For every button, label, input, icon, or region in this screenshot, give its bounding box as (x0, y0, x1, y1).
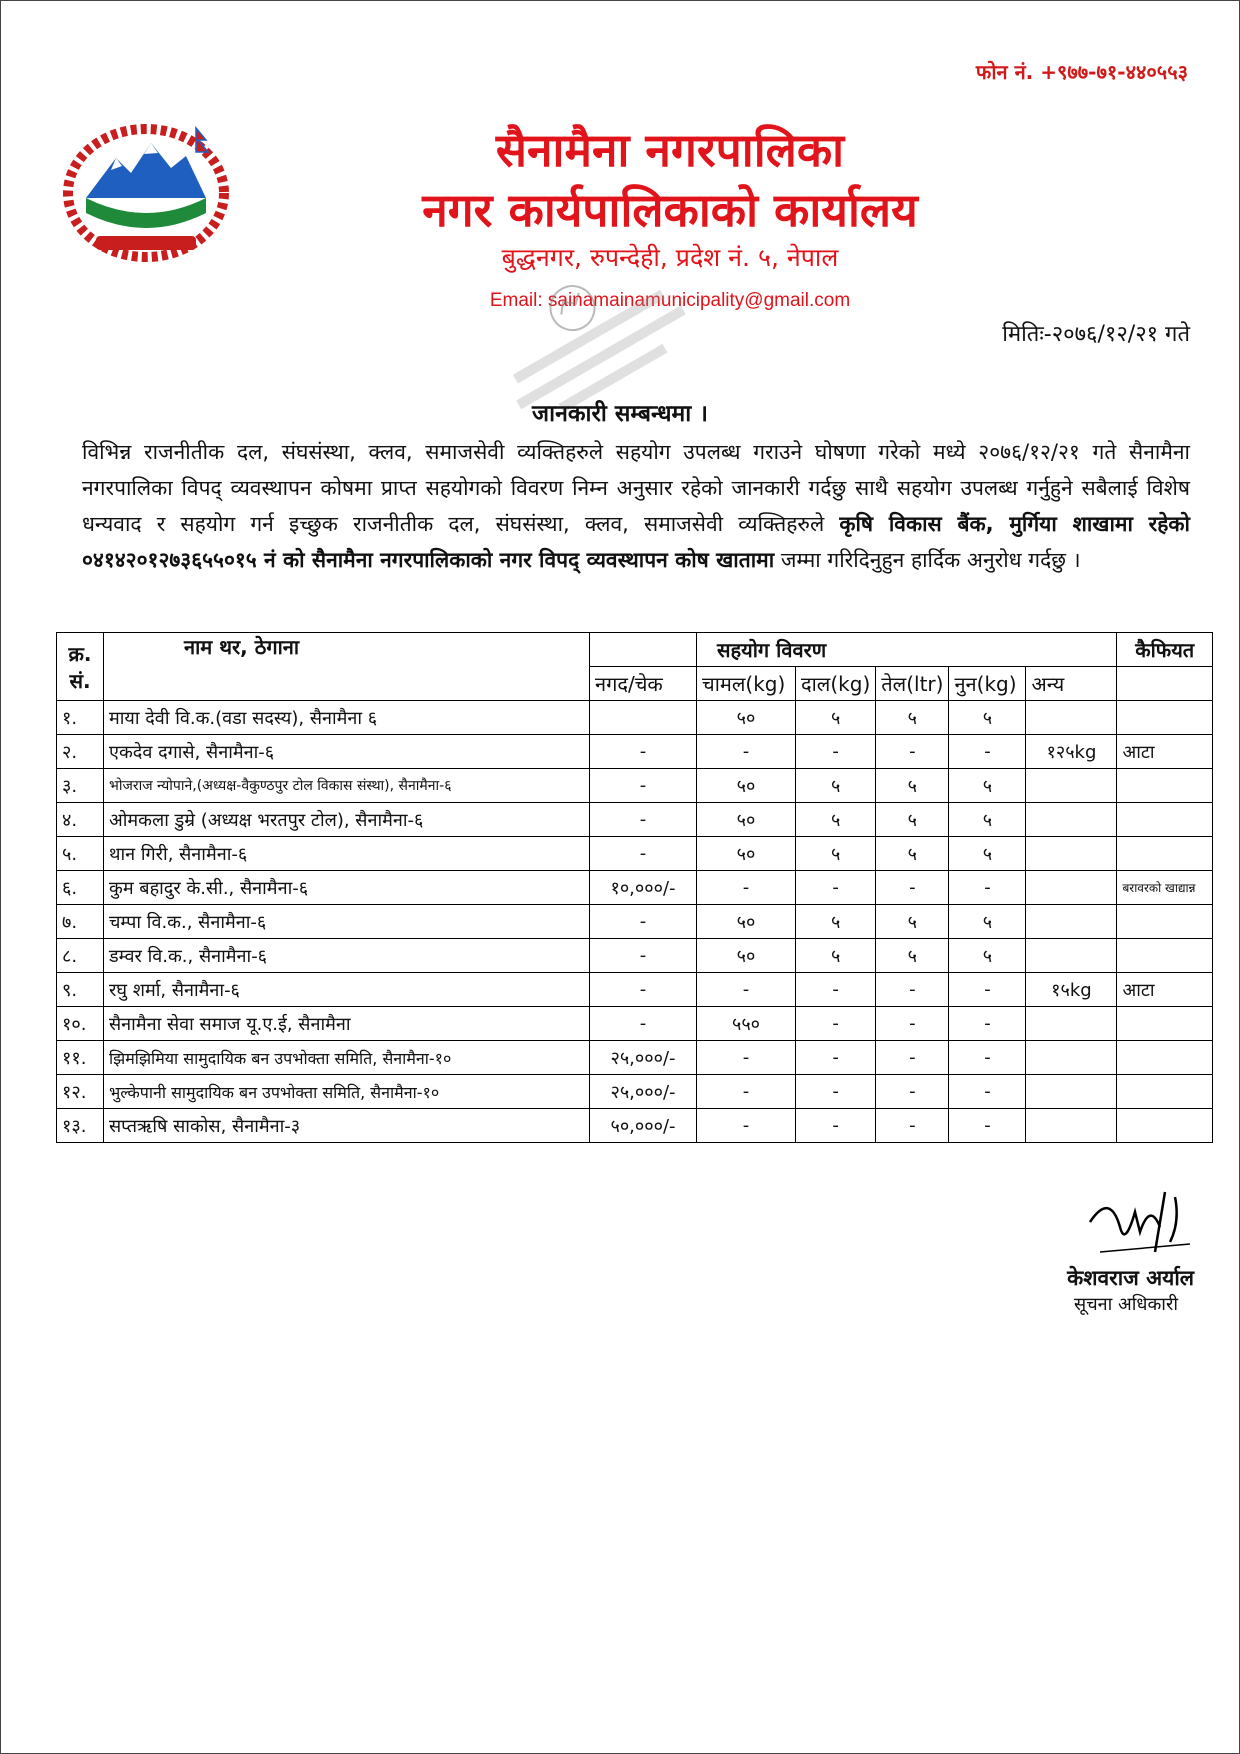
cell-rice: ५० (697, 769, 796, 803)
cell-sn: ५. (57, 837, 104, 871)
cell-salt: ५ (949, 701, 1026, 735)
cell-rice: - (697, 973, 796, 1007)
cell-other: १२५kg (1026, 735, 1117, 769)
cell-oil: ५ (876, 701, 949, 735)
bank-account-text: कृषि विकास बैंक, मुर्गिया शाखामा रहेको ०४१४२०१२७३६५५०१५ नं को सैनामैना नगरपालिकाको नगर विपद् व्यवस्थापन कोष खातामा (82, 512, 1190, 572)
cell-sn: ४. (57, 803, 104, 837)
cell-lentil: - (796, 973, 876, 1007)
table-row (57, 939, 1213, 973)
subheader-oil: तेल(ltr) (876, 667, 949, 701)
cell-other (1026, 1041, 1117, 1075)
cell-rice: ५५० (697, 1007, 796, 1041)
cell-sn: ३. (57, 769, 104, 803)
office-email: Email: sainamainamunicipality@gmail.com (489, 290, 851, 311)
cell-salt: ५ (949, 803, 1026, 837)
body-text-end: जम्मा गरिदिनुहुन हार्दिक अनुरोध गर्दछु । (774, 548, 1081, 572)
cell-other (1026, 871, 1117, 905)
cell-cash: - (590, 939, 697, 973)
cell-remarks (1117, 1007, 1213, 1041)
signatory-name: केशवराज अर्याल (1067, 1266, 1194, 1290)
cell-lentil: ५ (796, 905, 876, 939)
cell-rice: ५० (697, 701, 796, 735)
cell-lentil: ५ (796, 803, 876, 837)
cell-other: १५kg (1026, 973, 1117, 1007)
cell-salt: - (949, 973, 1026, 1007)
cell-rice: ५० (697, 837, 796, 871)
table-row (57, 803, 1213, 837)
subheader-rice: चामल(kg) (697, 667, 796, 701)
cell-sn: ६. (57, 871, 104, 905)
cell-salt: ५ (949, 905, 1026, 939)
cell-remarks: आटा (1117, 735, 1213, 769)
cell-oil: ५ (876, 769, 949, 803)
cell-remarks (1117, 769, 1213, 803)
cell-sn: ११. (57, 1041, 104, 1075)
cell-oil: - (876, 871, 949, 905)
subheader-other: अन्य (1026, 667, 1117, 701)
cell-oil: ५ (876, 837, 949, 871)
table-row (57, 837, 1213, 871)
cell-rice: - (697, 871, 796, 905)
cell-sn: ८. (57, 939, 104, 973)
cell-lentil: - (796, 1109, 876, 1143)
cell-salt: - (949, 1109, 1026, 1143)
cell-oil: - (876, 1075, 949, 1109)
cell-rice: ५० (697, 905, 796, 939)
cell-other (1026, 1007, 1117, 1041)
table-row (57, 735, 1213, 769)
signature-icon (1080, 1182, 1210, 1262)
cell-oil: - (876, 1007, 949, 1041)
table-row (57, 701, 1213, 735)
cell-name: सप्तऋषि साकोस, सैनामैना-३ (104, 1109, 590, 1143)
cell-remarks (1117, 1109, 1213, 1143)
cell-remarks (1117, 837, 1213, 871)
cell-cash (590, 701, 697, 735)
cell-cash: - (590, 837, 697, 871)
cell-oil: - (876, 973, 949, 1007)
cell-name: थान गिरी, सैनामैना-६ (104, 837, 590, 871)
cell-oil: - (876, 1041, 949, 1075)
cash-header-spacer (590, 633, 697, 667)
table-body (57, 701, 1213, 1143)
cell-lentil: ५ (796, 939, 876, 973)
cell-name: माया देवी वि.क.(वडा सदस्य), सैनामैना ६ (104, 701, 590, 735)
cell-oil: - (876, 1109, 949, 1143)
cell-salt: ५ (949, 939, 1026, 973)
donation-table (56, 632, 1213, 1143)
cell-lentil: - (796, 1007, 876, 1041)
cell-lentil: - (796, 735, 876, 769)
cell-rice: ५० (697, 939, 796, 973)
cell-oil: - (876, 735, 949, 769)
support-header: सहयोग विवरण (697, 633, 1117, 667)
sn-header: क्र. सं. (57, 633, 104, 701)
cell-rice: ५० (697, 803, 796, 837)
cell-sn: १. (57, 701, 104, 735)
cell-cash: - (590, 905, 697, 939)
table-row (57, 1041, 1213, 1075)
cell-lentil: ५ (796, 837, 876, 871)
cell-remarks: बरावरको खाद्यान्न (1117, 871, 1213, 905)
cell-remarks (1117, 701, 1213, 735)
phone-number: फोन नं. +९७७-७१-४४०५५३ (975, 60, 1188, 84)
table-row (57, 1007, 1213, 1041)
body-paragraph (82, 434, 1190, 578)
subheader-remarks-blank (1117, 667, 1213, 701)
cell-oil: ५ (876, 905, 949, 939)
cell-salt: - (949, 735, 1026, 769)
cell-salt: - (949, 1041, 1026, 1075)
cell-sn: २. (57, 735, 104, 769)
cell-cash: - (590, 1007, 697, 1041)
cell-name: एकदेव दगासे, सैनामैना-६ (104, 735, 590, 769)
cell-rice: - (697, 1075, 796, 1109)
cell-lentil: - (796, 871, 876, 905)
table-row (57, 1075, 1213, 1109)
cell-remarks (1117, 1041, 1213, 1075)
cell-cash: - (590, 735, 697, 769)
office-name: सैनामैना नगरपालिका (495, 123, 845, 177)
remarks-header: कैफियत (1117, 633, 1213, 667)
cell-oil: ५ (876, 939, 949, 973)
cell-other (1026, 939, 1117, 973)
body-text-start: विभिन्न राजनीतीक दल, संघसंस्था, क्लव, समाजसेवी व्यक्तिहरुले सहयोग उपलब्ध गराउने घोषणा गरेको मध्ये २०७६/१२/२१ गते सैनामैना नगरपालिका विपद् व्यवस्थापन कोषमा प्राप्त सहयोगको विवरण निम्न अनुसार रहेको जानकारी गर्दछु साथै सहयोग उपलब्ध गर्नुहुने सबैलाई विशेष धन्यवाद र सहयोग गर्न इच्छुक राजनीतीक दल, संघसंस्था, क्लव, समाजसेवी व्यक्तिहरुले (82, 440, 1190, 536)
cell-cash: २५,०००/- (590, 1075, 697, 1109)
cell-rice: - (697, 1109, 796, 1143)
cell-lentil: ५ (796, 769, 876, 803)
cell-lentil: - (796, 1041, 876, 1075)
cell-rice: - (697, 735, 796, 769)
table-row (57, 769, 1213, 803)
cell-salt: ५ (949, 837, 1026, 871)
signatory-role: सूचना अधिकारी (1074, 1294, 1178, 1315)
cell-other (1026, 769, 1117, 803)
cell-name: भुल्केपानी सामुदायिक बन उपभोक्ता समिति, सैनामैना-१० (104, 1075, 590, 1109)
cell-sn: १२. (57, 1075, 104, 1109)
document-date: मितिः-२०७६/१२/२१ गते (1002, 322, 1190, 347)
table-header-row (57, 633, 1213, 667)
subheader-cash: नगद/चेक (590, 667, 697, 701)
cell-salt: ५ (949, 769, 1026, 803)
cell-sn: ७. (57, 905, 104, 939)
office-title: नगर कार्यपालिकाको कार्यालय (422, 183, 918, 237)
cell-cash: १०,०००/- (590, 871, 697, 905)
cell-name: डम्वर वि.क., सैनामैना-६ (104, 939, 590, 973)
cell-sn: ९. (57, 973, 104, 1007)
cell-name: भोजराज न्योपाने,(अध्यक्ष-वैकुण्ठपुर टोल विकास संस्था), सैनामैना-६ (104, 769, 590, 803)
name-header: नाम थर, ठेगाना (104, 633, 590, 701)
office-address: बुद्धनगर, रुपन्देही, प्रदेश नं. ५, नेपाल (501, 243, 839, 272)
cell-lentil: ५ (796, 701, 876, 735)
cell-oil: ५ (876, 803, 949, 837)
cell-remarks (1117, 939, 1213, 973)
cell-cash: ५०,०००/- (590, 1109, 697, 1143)
cell-sn: १०. (57, 1007, 104, 1041)
cell-other (1026, 905, 1117, 939)
cell-name: झिमझिमिया सामुदायिक बन उपभोक्ता समिति, सैनामैना-१० (104, 1041, 590, 1075)
cell-cash: - (590, 769, 697, 803)
cell-cash: - (590, 973, 697, 1007)
cell-other (1026, 701, 1117, 735)
cell-other (1026, 1075, 1117, 1109)
cell-sn: १३. (57, 1109, 104, 1143)
cell-name: चम्पा वि.क., सैनामैना-६ (104, 905, 590, 939)
subheader-lentil: दाल(kg) (796, 667, 876, 701)
cell-name: कुम बहादुर के.सी., सैनामैना-६ (104, 871, 590, 905)
cell-name: ओमकला डुम्रे (अध्यक्ष भरतपुर टोल), सैनामैना-६ (104, 803, 590, 837)
cell-other (1026, 1109, 1117, 1143)
cell-salt: - (949, 1075, 1026, 1109)
table-row (57, 871, 1213, 905)
cell-remarks: आटा (1117, 973, 1213, 1007)
cell-remarks (1117, 803, 1213, 837)
cell-remarks (1117, 905, 1213, 939)
cell-salt: - (949, 1007, 1026, 1041)
table-row (57, 905, 1213, 939)
cell-salt: - (949, 871, 1026, 905)
table-row (57, 1109, 1213, 1143)
cell-lentil: - (796, 1075, 876, 1109)
cell-other (1026, 837, 1117, 871)
cell-cash: २५,०००/- (590, 1041, 697, 1075)
subheader-salt: नुन(kg) (949, 667, 1026, 701)
cell-cash: - (590, 803, 697, 837)
table-row (57, 973, 1213, 1007)
cell-rice: - (697, 1041, 796, 1075)
subject-line: जानकारी सम्बन्धमा । (532, 401, 708, 427)
cell-name: सैनामैना सेवा समाज यू.ए.ई, सैनामैना (104, 1007, 590, 1041)
cell-other (1026, 803, 1117, 837)
cell-remarks (1117, 1075, 1213, 1109)
cell-name: रघु शर्मा, सैनामैना-६ (104, 973, 590, 1007)
